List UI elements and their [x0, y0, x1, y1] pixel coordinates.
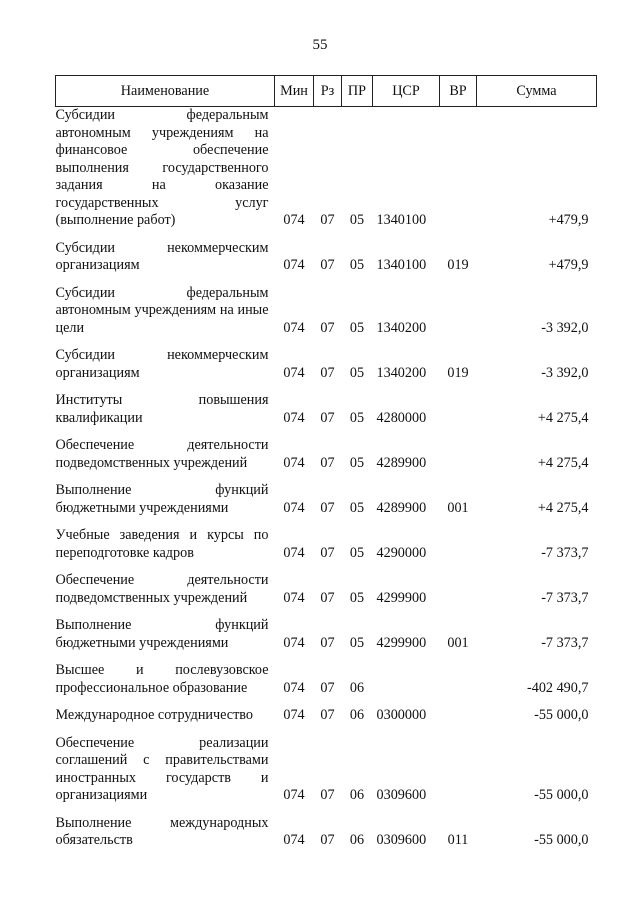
cell-vr — [440, 735, 477, 815]
cell-rz: 07 — [320, 832, 335, 848]
header-rz: Рз — [314, 76, 342, 107]
header-sum: Сумма — [477, 76, 597, 107]
cell-csr: 1340100 — [376, 257, 427, 273]
cell-rz: 07 — [320, 787, 335, 803]
table-row — [56, 735, 597, 815]
header-pr: ПР — [342, 76, 373, 107]
cell-name: Институты повышения квалификации — [55, 392, 269, 426]
cell-min: 074 — [283, 679, 305, 696]
cell-pr: 05 — [349, 544, 365, 561]
cell-name: Субсидии некоммерческим организациям — [55, 347, 269, 381]
cell-rz: 07 — [320, 707, 335, 723]
table-row — [56, 662, 597, 707]
cell-name: Субсидии федеральным автономным учреждениям на финансовое обеспечение выполнения государственного задания на оказание государственных услуг (выполнение работ) — [55, 107, 269, 228]
cell-min: 074 — [283, 544, 305, 561]
cell-pr: 05 — [349, 257, 365, 273]
cell-csr: 4290000 — [376, 544, 427, 561]
cell-pr: 06 — [349, 679, 365, 696]
cell-vr: 011 — [447, 832, 469, 848]
header-csr: ЦСР — [373, 76, 440, 107]
cell-csr: 4289900 — [376, 499, 427, 516]
cell-name: Учебные заведения и курсы по переподготовке кадров — [55, 527, 269, 561]
table-row — [56, 572, 597, 617]
cell-pr: 06 — [349, 707, 365, 723]
cell-name: Выполнение функций бюджетными учреждениями — [55, 617, 269, 651]
cell-rz: 07 — [320, 364, 335, 381]
header-name: Наименование — [56, 76, 275, 107]
cell-pr: 05 — [349, 319, 365, 336]
cell-csr: 4299900 — [376, 634, 427, 651]
table-row — [56, 392, 597, 437]
cell-pr: 05 — [349, 454, 365, 471]
cell-name: Субсидии некоммерческим организациям — [55, 239, 269, 273]
cell-rz: 07 — [320, 499, 335, 516]
cell-vr: 001 — [447, 634, 469, 651]
cell-min: 074 — [283, 364, 305, 381]
cell-min: 074 — [283, 499, 305, 516]
cell-min: 074 — [283, 319, 305, 336]
cell-sum: -7 373,7 — [541, 544, 589, 561]
cell-vr: 019 — [447, 257, 469, 273]
page-number: 55 — [312, 37, 328, 53]
cell-pr: 06 — [349, 787, 365, 803]
table-header-row — [56, 76, 597, 107]
cell-name: Субсидии федеральным автономным учреждениям на иные цели — [55, 284, 269, 336]
cell-min: 074 — [283, 634, 305, 651]
cell-rz: 07 — [320, 319, 335, 336]
cell-rz: 07 — [320, 634, 335, 651]
table-row — [56, 107, 597, 240]
cell-csr: 1340200 — [376, 364, 427, 381]
cell-sum: +479,9 — [548, 212, 589, 228]
cell-name: Обеспечение реализации соглашений с правительствами иностранных государств и организациями — [55, 734, 269, 803]
table-row — [56, 285, 597, 348]
table-row — [56, 437, 597, 482]
cell-pr: 05 — [349, 499, 365, 516]
cell-vr — [440, 527, 477, 572]
cell-rz: 07 — [320, 589, 335, 606]
cell-sum: -7 373,7 — [541, 589, 589, 606]
cell-sum: -3 392,0 — [541, 364, 589, 381]
cell-sum: -7 373,7 — [541, 634, 589, 651]
cell-vr — [440, 662, 477, 707]
cell-sum: -3 392,0 — [541, 319, 589, 336]
cell-name: Обеспечение деятельности подведомственных учреждений — [55, 437, 269, 471]
cell-sum: -55 000,0 — [534, 707, 589, 723]
cell-vr — [440, 437, 477, 482]
cell-sum: -402 490,7 — [527, 679, 589, 696]
cell-pr: 05 — [349, 212, 365, 228]
cell-csr: 4280000 — [376, 409, 427, 426]
cell-min: 074 — [283, 707, 305, 723]
header-vr: ВР — [440, 76, 477, 107]
table-row — [56, 617, 597, 662]
table-row — [56, 240, 597, 285]
cell-sum: -55 000,0 — [534, 787, 589, 803]
cell-min: 074 — [283, 409, 305, 426]
cell-rz: 07 — [320, 454, 335, 471]
cell-name: Выполнение функций бюджетными учреждениями — [55, 482, 269, 516]
cell-sum: +4 275,4 — [537, 409, 589, 426]
cell-rz: 07 — [320, 257, 335, 273]
table-row — [56, 347, 597, 392]
cell-name: Международное сотрудничество — [55, 707, 253, 723]
cell-csr: 4289900 — [376, 454, 427, 471]
cell-sum: -55 000,0 — [534, 832, 589, 848]
cell-min: 074 — [283, 257, 305, 273]
cell-vr: 001 — [447, 499, 469, 516]
cell-sum: +479,9 — [548, 257, 589, 273]
cell-vr — [440, 107, 477, 240]
budget-table — [55, 75, 597, 860]
cell-sum: +4 275,4 — [537, 454, 589, 471]
table-row — [56, 815, 597, 860]
cell-csr: 1340100 — [376, 212, 427, 228]
cell-min: 074 — [283, 212, 305, 228]
cell-sum: +4 275,4 — [537, 499, 589, 516]
cell-rz: 07 — [320, 212, 335, 228]
cell-min: 074 — [283, 589, 305, 606]
cell-csr: 0309600 — [376, 832, 427, 848]
cell-vr: 019 — [447, 364, 469, 381]
cell-pr: 05 — [349, 634, 365, 651]
cell-vr — [440, 392, 477, 437]
cell-vr — [440, 707, 477, 735]
cell-pr: 05 — [349, 409, 365, 426]
cell-csr — [373, 662, 440, 707]
cell-name: Выполнение международных обязательств — [55, 814, 269, 848]
cell-min: 074 — [283, 832, 305, 848]
cell-rz: 07 — [320, 544, 335, 561]
cell-vr — [440, 572, 477, 617]
cell-csr: 0300000 — [376, 707, 427, 723]
table-row — [56, 527, 597, 572]
table-row — [56, 482, 597, 527]
header-min: Мин — [275, 76, 314, 107]
cell-min: 074 — [283, 454, 305, 471]
cell-csr: 4299900 — [376, 589, 427, 606]
cell-name: Высшее и послевузовское профессиональное образование — [55, 662, 269, 696]
cell-pr: 05 — [349, 364, 365, 381]
cell-name: Обеспечение деятельности подведомственных учреждений — [55, 572, 269, 606]
cell-rz: 07 — [320, 409, 335, 426]
cell-pr: 05 — [349, 589, 365, 606]
cell-min: 074 — [283, 787, 305, 803]
table-row — [56, 707, 597, 735]
cell-rz: 07 — [320, 679, 335, 696]
cell-pr: 06 — [349, 832, 365, 848]
table-body — [56, 107, 597, 860]
cell-csr: 0309600 — [376, 787, 427, 803]
cell-csr: 1340200 — [376, 319, 427, 336]
cell-vr — [440, 285, 477, 348]
